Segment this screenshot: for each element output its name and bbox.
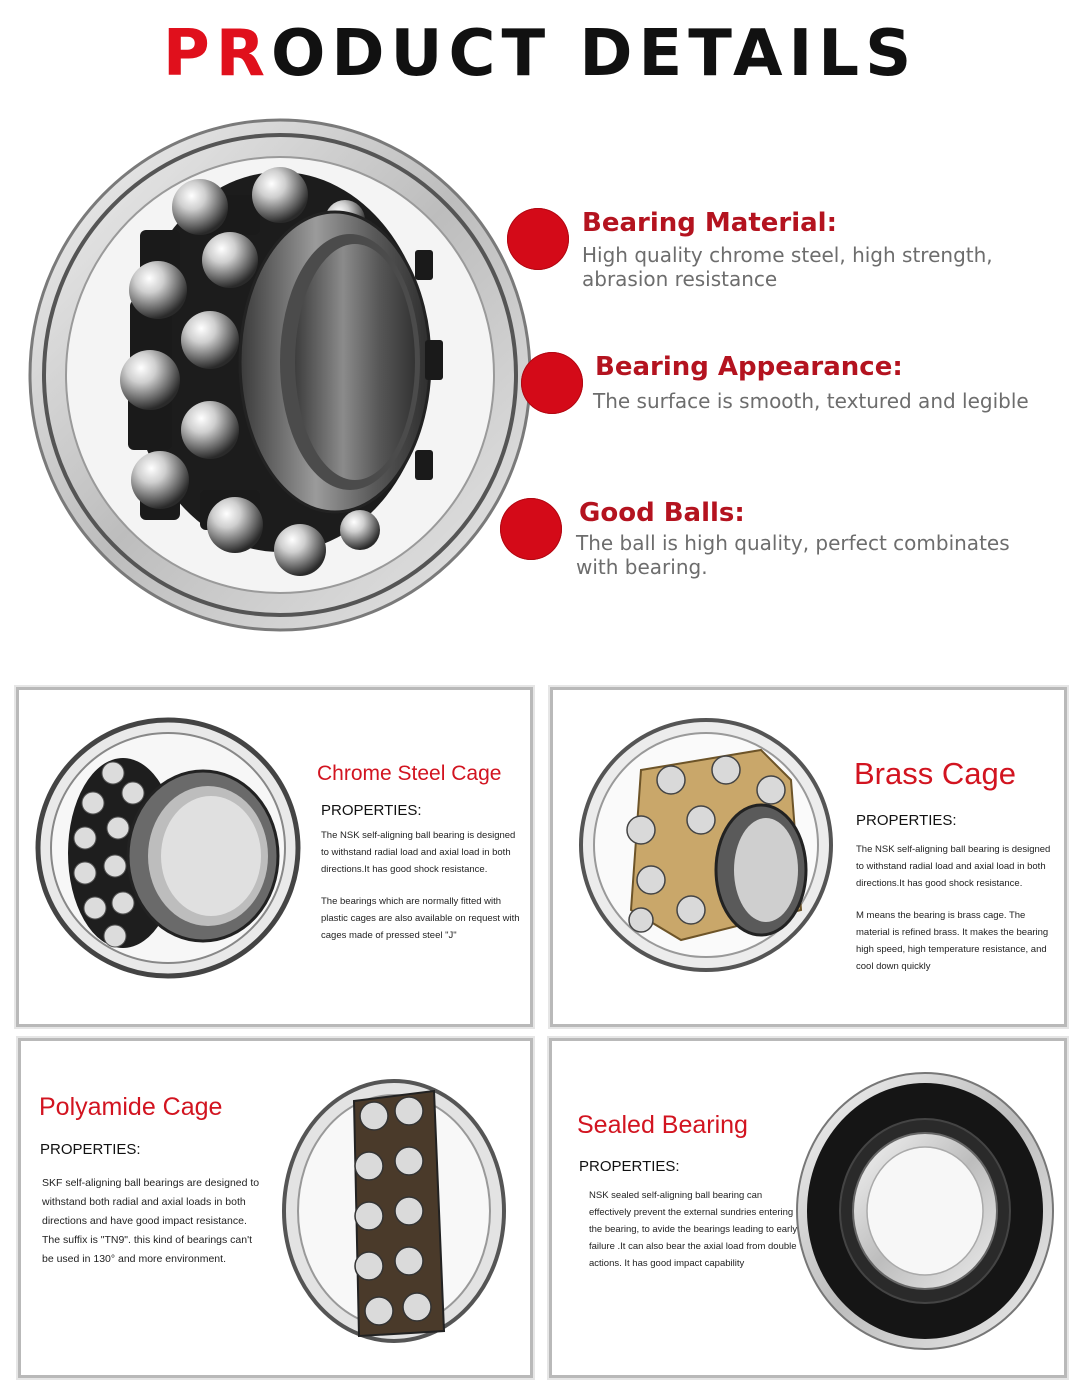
feature-title-appearance: Bearing Appearance: (595, 352, 903, 382)
title-accent: PR (162, 17, 272, 91)
panel-polyamide-cage (18, 1038, 533, 1378)
feature-dot-balls (500, 498, 562, 560)
hero-bearing-drawing (30, 120, 530, 630)
page-title (0, 14, 1080, 94)
brass-cage-bearing-image (571, 710, 841, 980)
feature-title-material: Bearing Material: (582, 208, 837, 238)
panel-props-label-brass: PROPERTIES: (856, 812, 957, 829)
panel-paragraph: The NSK self-aligning ball bearing is designed to withstand radial load and axial load in both directions.It has good shock resistance. (321, 830, 516, 875)
feature-desc-appearance: The surface is smooth, textured and legible (593, 389, 1029, 413)
panel-sealed-bearing (549, 1038, 1067, 1378)
panel-title-chrome-steel: Chrome Steel Cage (317, 762, 502, 785)
panel-body-brass (856, 841, 1056, 990)
panel-paragraph: The suffix is "TN9". this kind of bearings can't be used in 130° and more environment. (42, 1234, 253, 1265)
title-main: ODUCT DETAILS (271, 17, 918, 91)
sealed-bearing-image (790, 1066, 1060, 1356)
panel-chrome-steel-cage (16, 687, 533, 1027)
panel-brass-cage (550, 687, 1067, 1027)
panel-title-brass: Brass Cage (854, 756, 1016, 791)
feature-desc-material: High quality chrome steel, high strength, abrasion resistance (582, 243, 993, 291)
feature-dot-appearance (521, 352, 583, 414)
panel-paragraph: The bearings which are normally fitted with plastic cages are also available on request with cages made of pressed steel "J" (321, 896, 520, 941)
panel-paragraph: SKF self-aligning ball bearings are designed to withstand both radial and axial loads in both directions and have good impact resistance. (42, 1177, 260, 1227)
polyamide-cage-bearing-image (269, 1071, 519, 1351)
panel-paragraph: M means the bearing is brass cage. The material is refined brass. It makes the bearing high speed, high temperature resistance, and cool down quickly (856, 910, 1049, 972)
feature-title-balls: Good Balls: (579, 498, 745, 528)
panel-body-sealed (589, 1187, 799, 1272)
feature-dot-material (507, 208, 569, 270)
panel-body-polyamide (42, 1174, 264, 1269)
panel-props-label-chrome-steel: PROPERTIES: (321, 802, 422, 819)
panel-paragraph: NSK sealed self-aligning ball bearing can effectively prevent the external sundries entering the bearing, to avide the bearings leading to early failure .It can also bear the axial load from double actions. It has good impact capability (589, 1190, 798, 1269)
feature-desc-balls: The ball is high quality, perfect combinates with bearing. (576, 531, 1010, 579)
panel-title-sealed: Sealed Bearing (577, 1111, 748, 1139)
panel-paragraph: The NSK self-aligning ball bearing is designed to withstand radial load and axial load in both directions.It has good shock resistance. (856, 844, 1051, 889)
panel-props-label-sealed: PROPERTIES: (579, 1158, 680, 1175)
panel-title-polyamide: Polyamide Cage (39, 1093, 223, 1121)
panel-props-label-polyamide: PROPERTIES: (40, 1141, 141, 1158)
panel-body-chrome-steel (321, 827, 521, 959)
chrome-steel-bearing-image (23, 708, 313, 998)
hero-bearing-image (0, 100, 560, 660)
